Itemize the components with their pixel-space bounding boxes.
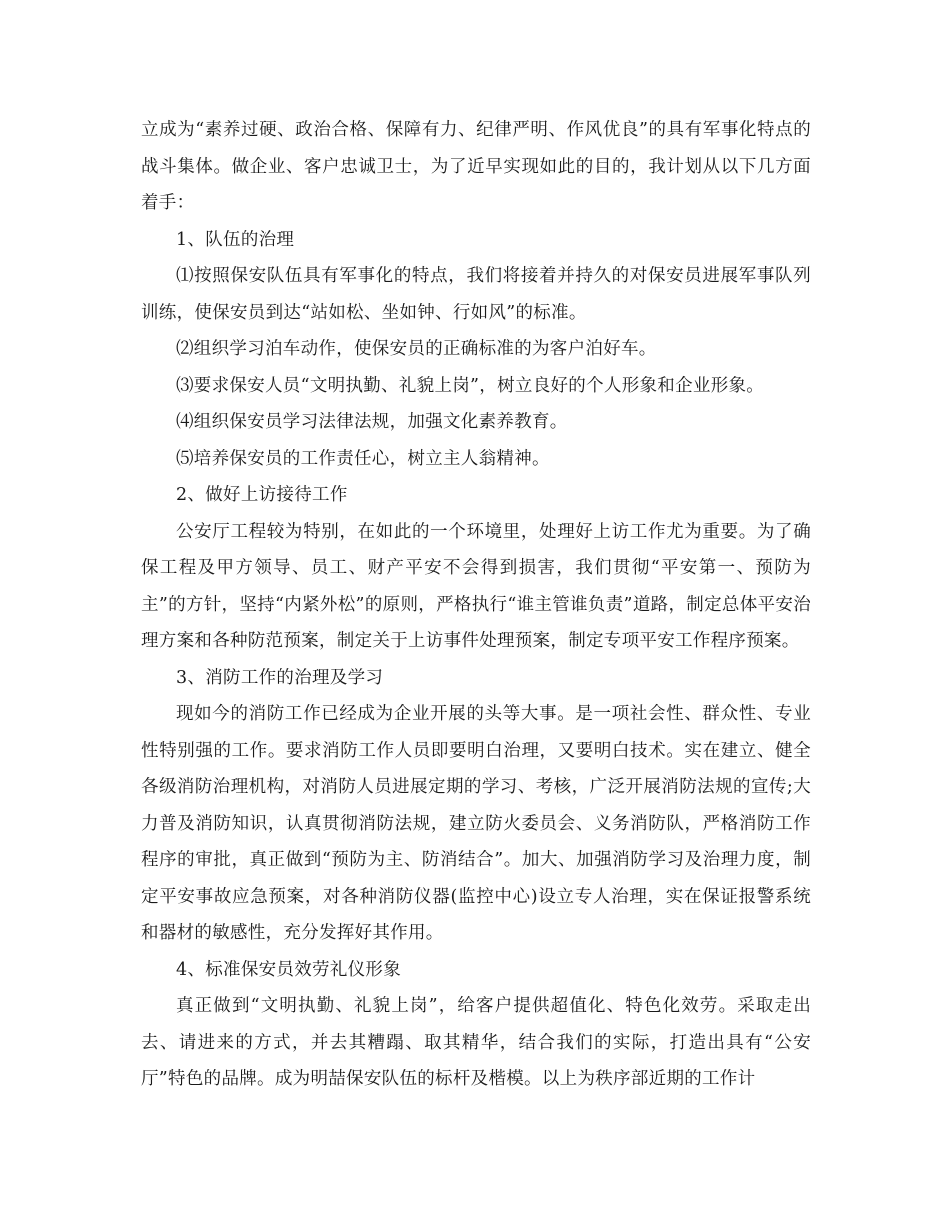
document-body: [141, 112, 811, 1098]
document-paragraph: ⑶要求保安人员“文明执勤、礼貌上岗”，树立良好的个人形象和企业形象。: [176, 375, 765, 396]
document-paragraph: 2、做好上访接待工作: [176, 485, 348, 505]
document-paragraph: ⑴按照保安队伍具有军事化的特点，我们将接着并持久的对保安员进展军事队列训练，使保安员到达“站如松、坐如钟、行如风”的标准。: [141, 266, 811, 323]
document-paragraph: ⑸培养保安员的工作责任心，树立主人翁精神。: [176, 448, 550, 469]
document-paragraph: 1、队伍的治理: [176, 229, 295, 250]
document-paragraph: 4、标准保安员效劳礼仪形象: [176, 959, 402, 980]
document-paragraph: 3、消防工作的治理及学习: [176, 667, 384, 688]
document-paragraph: ⑷组织保安员学习法律法规，加强文化素养教育。: [176, 412, 568, 432]
document-paragraph: 公安厅工程较为特别，在如此的一个环境里，处理好上访工作尤为重要。为了确保工程及甲方领导、员工、财产平安不会得到损害，我们贯彻“平安第一、预防为主”的方针，坚持“内紧外松”的原则，严格执行“谁主管谁负责”道路，制定总体平安治理方案和各种防范预案，制定关于上访事件处理预案，制定专项平安工作程序预案。: [141, 521, 811, 651]
document-paragraph: 立成为“素养过硬、政治合格、保障有力、纪律严明、作风优良”的具有军事化特点的战斗集体。做企业、客户忠诚卫士，为了近早实现如此的目的，我计划从以下几方面着手：: [141, 120, 811, 213]
document-paragraph: ⑵组织学习泊车动作，使保安员的正确标准的为客户泊好车。: [176, 339, 657, 359]
document-paragraph: 真正做到“文明执勤、礼貌上岗”，给客户提供超值化、特色化效劳。采取走出去、请进来的方式，并去其糟蹋、取其精华，结合我们的实际，打造出具有“公安厅”特色的品牌。成为明喆保安队伍的标杆及楷模。以上为秩序部近期的工作计: [141, 996, 811, 1089]
document-paragraph: 现如今的消防工作已经成为企业开展的头等大事。是一项社会性、群众性、专业性特别强的工作。要求消防工作人员即要明白治理，又要明白技术。实在建立、健全各级消防治理机构，对消防人员进展定期的学习、考核，广泛开展消防法规的宣传;大力普及消防知识，认真贯彻消防法规，建立防火委员会、义务消防队，严格消防工作程序的审批，真正做到“预防为主、防消结合”。加大、加强消防学习及治理力度，制定平安事故应急预案，对各种消防仪器(监控中心)设立专人治理，实在保证报警系统和器材的敏感性，充分发挥好其作用。: [141, 704, 811, 943]
